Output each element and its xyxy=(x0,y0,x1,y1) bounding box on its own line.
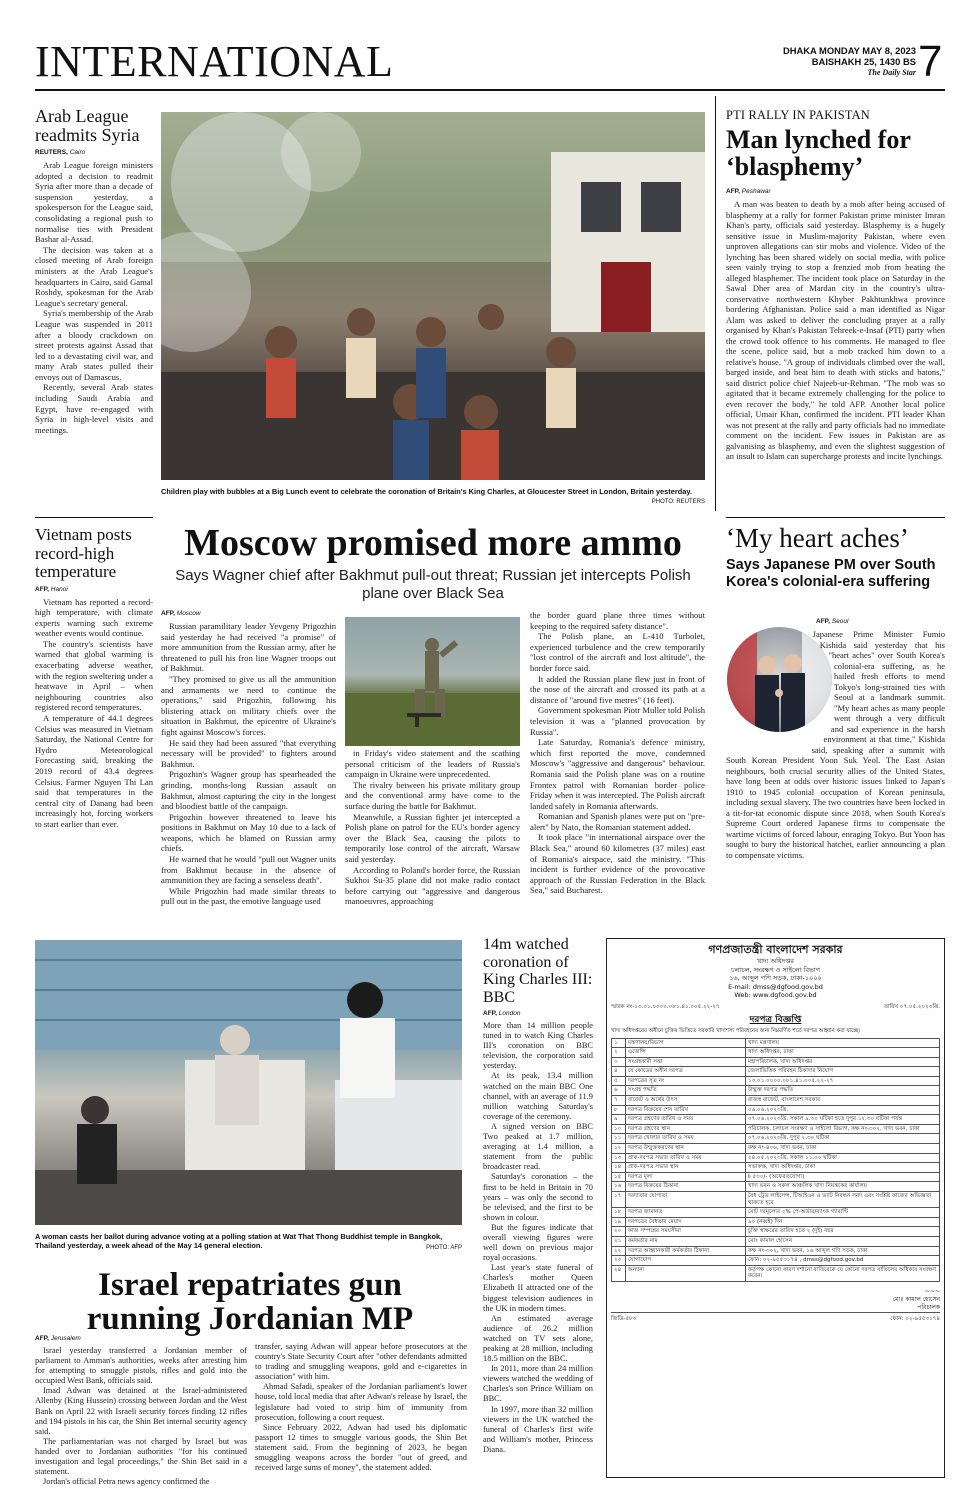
ad-row-value: কর্তৃপক্ষ কোনো কারণ দর্শানো ব্যতিরেকে যে কোনো দরপত্র বাতিলের অধিকার সংরক্ষণ করেন। xyxy=(746,1265,940,1281)
ad-email[interactable]: E-mail: dmss@dgfood.gov.bd xyxy=(728,982,823,991)
heart-byline: AFP, Seoul xyxy=(816,618,849,625)
ad-table-row xyxy=(612,1048,940,1058)
ad-table-row xyxy=(612,1144,940,1154)
israel-body-1: Israel yesterday transferred a Jordanian member of parliament to Amman's authorities, weeks after arresting him for attempting to smuggle pistols, rifles and gold into the occupied West Bank, officials said. Imad Adwan was detained at the Israel-administered Allenby (King Hussein) crossing between Jordan and the West Bank on April 22 with Israeli security forces finding 12 rifles and 194 pistols in his car, the Shin Bet internal security agency said. The parliamentarian was not charged by Israel but was handed over to Jordanian authorities "for his continued investigation and legal proceedings," the Shin Bet said in a statement. Jordan's official Petra news agency confirmed the xyxy=(35,1346,247,1487)
ad-row-label: দরপত্র গ্রহণের স্থান xyxy=(626,1124,746,1134)
ad-row-number: ৩ xyxy=(612,1057,626,1067)
ad-table-row xyxy=(612,1172,940,1182)
ad-row-number: ১৫ xyxy=(612,1172,626,1182)
ad-row-label: এজেন্সি xyxy=(626,1048,746,1058)
ad-table-row xyxy=(612,1067,940,1077)
ad-row-number: ৫ xyxy=(612,1076,626,1086)
ad-table-row xyxy=(612,1246,940,1256)
israel-headline: Israel repatriates gun running Jordanian MP xyxy=(86,1267,414,1337)
section-title: INTERNATIONAL xyxy=(35,37,394,86)
arab-headline: Arab League readmits Syria xyxy=(35,106,140,145)
polling-photo xyxy=(35,940,462,1225)
moscow-subhead: Says Wagner chief after Bakhmut pull-out threat; Russian jet intercepts Polish plane over Black Sea xyxy=(175,567,691,602)
ad-row-label: প্রাক-দরপত্র সভার স্থান xyxy=(626,1163,746,1173)
moscow-col2 xyxy=(345,748,520,907)
ad-row-number: ১৮ xyxy=(612,1208,626,1218)
ad-date: তারিখ ০৭.০৫.২০২৩খ্রি. xyxy=(883,1003,940,1010)
ad-row-value: খাদ্য অধিদপ্তর, ঢাকা xyxy=(746,1048,940,1058)
ad-row-number: ৪ xyxy=(612,1067,626,1077)
heart-body: Japanese Prime Minister Fumio Kishida said yesterday that his "heart aches" over South Korea's colonial-era suffering, as he hailed fresh efforts to mend Tokyo's long-strained ties with Seoul at a landmark summit. "My heart aches as many people went through a very difficult and sad experience in the harsh environment at that time," Kishida said, speaking after a summit with South Korean President Yoon Suk Yeol. The East Asian neighbours, both crucial security allies of the United States, have long been at odds over historic issues linked to Japan's 1910 to 1945 colonial occupation of Korean peninsula, including sexual slavery. The two countries have been locked in a tit-for-tat economic dispute since 2018, when South Korea's Supreme Court ordered Japanese firms to compensate the wartime victims of forced labour, enraging Tokyo. But Yoon has sought to bury the historical hatchet, earlier announcing a plan to compensate victims. xyxy=(726,629,945,860)
ad-row-number: ১৯ xyxy=(612,1217,626,1227)
ad-row-label: মন্ত্রণালয়/বিভাগ xyxy=(626,1038,746,1048)
ad-table-row xyxy=(612,1192,940,1208)
ad-table xyxy=(611,1038,940,1282)
heart-article xyxy=(726,522,945,591)
header-rule xyxy=(35,89,945,91)
bbc-byline: AFP, London xyxy=(483,1010,521,1017)
ad-row-value: ফোন: ০২-৯৫৫৩১৭৪ , dmss@dgfood.gov.bd xyxy=(746,1256,940,1266)
ad-table-row xyxy=(612,1182,940,1192)
bbc-body: More than 14 million people tuned in to watch King Charles III's coronation on BBC television, the corporation said yesterday. At its peak, 13.4 million watched on the main BBC One channel, with an average of 11.9 million watching Saturday's coverage of the ceremony. A signed version on BBC Two peaked at 1.7 million, averaging at 1.4 million, a statement from the public broadcaster read. Saturday's coronation – the first to be held in Britain in 70 years – was only the second to be televised, and the first to be shown in colour. But the figures indicate that overall viewing figures were well down on previous major royal occasions. Last year's state funeral of Charles's mother Queen Elizabeth II attracted one of the biggest television audiences in the UK in modern times. An estimated average audience of 26.2 million watched on TV sets alone, peaking at 28 million, including 18.5 million on the BBC. In 2011, more than 24 million viewers watched the wedding of Charles's son Prince William on BBC. In 1997, more than 32 million viewers in the UK watched the funeral of Charles's first wife and William's mother, Princess Diana. xyxy=(483,1021,593,1454)
dateline-bn: BAISHAKH 25, 1430 BS xyxy=(811,56,916,67)
ad-row-value: কক্ষ নং-৪০৬, খাদ্য ভবন, ঢাকা xyxy=(746,1144,940,1154)
ad-row-value: ০৭.০৬.২০২৩খ্রি. সকাল ৯.৩০ ঘটিকা হতে দুপুর ১২.৩০ ঘটিকা পর্যন্ত xyxy=(746,1115,940,1125)
ad-row-number: ১১ xyxy=(612,1134,626,1144)
ad-table-row xyxy=(612,1153,940,1163)
moscow-body-2: in Friday's video statement and the scathing personal criticism of the leaders of Russia's campaign in Ukraine were unprecedented. The rivalry between his private military group and the conventional army have come to the surface during the battle for Bakhmut. Meanwhile, a Russian fighter jet intercepted a Polish plane on patrol for the EU's border agency over the Black Sea, causing the pilots to temporarily lose control of the aircraft, Warsaw said yesterday. According to Poland's border force, the Russian Sukhoi Su-35 plane did not make radio contact before carrying out "aggressive and dangerous manoeuvres, approaching xyxy=(345,748,520,907)
ad-address: ১৬, আব্দুল গণি সড়ক, ঢাকা-১০০০ xyxy=(729,974,822,982)
ad-row-value: ০৬.০৬.২০২৩খ্রি. xyxy=(746,1105,940,1115)
ad-table-row xyxy=(612,1038,940,1048)
ad-signer: মোঃ কামাল হোসেন xyxy=(892,1295,940,1303)
vietnam-headline: Vietnam posts record-high temperature xyxy=(35,525,132,581)
ad-table-row xyxy=(612,1115,940,1125)
ad-row-value: বৈধ ট্রেড লাইসেন্স, টিআইএন ও ভ্যাট নিবন্ধন সনদ এবং সংশ্লিষ্ট কাজের অভিজ্ঞতা থাকতে হবে xyxy=(746,1192,940,1208)
ad-row-label: অন্যান্য xyxy=(626,1265,746,1281)
ad-row-label: দরপত্র বিক্রয়ের ঠিকানা xyxy=(626,1182,746,1192)
heart-subhead: Says Japanese PM over South Korea's colonial-era suffering xyxy=(726,557,936,590)
israel-byline: AFP, Jerusalem xyxy=(35,1335,81,1342)
ad-table-row xyxy=(612,1256,940,1266)
ad-row-number: ২৪ xyxy=(612,1265,626,1281)
ad-row-label: যে কোডের অধীন দরপত্র xyxy=(626,1067,746,1077)
ad-table-row xyxy=(612,1057,940,1067)
israel-col1 xyxy=(35,1335,247,1487)
ad-row-value: ৳ ৫০০/- (অফেরতযোগ্য) xyxy=(746,1172,940,1182)
pti-body: A man was beaten to death by a mob after being accused of blasphemy at a rally for former Pakistan prime minister Imran Khan's party, officials said yesterday. Blasphemy is a hugely sensitive issue in Muslim-majority Pakistan, where even unproven allegations can stir mobs and violence. Video of the lynching has been shared widely on social media, with police seen vainly trying to stop a frenzied mob from beating the alleged blasphemer. The incident took place on Saturday in the Sawal Dher area of Mardan city in the country's ultra-conservative northwestern Khyber Pakhtunkhwa province bordering Afghanistan. Police said a man identified as Nigar Alam was asked to deliver the concluding prayer at a rally organised by Khan's Pakistan Tehreek-e-Insaf (PTI) party when the crowd took offence to his comments. He managed to flee the scene, police said, but a mob tracked him down to a relative's house. "A group of individuals climbed over the wall, barged inside, and beat him to death with sticks and batons," said district police chief Najeeb-ur-Rehman. "The mob was so agitated that it became extremely challenging for the police to even recover the body," he told AFP. Another local police official, Umair Khan, confirmed the incident. PTI leader Khan was not present at the rally and party officials had no immediate comment on the incident. Few issues in Pakistan are as galvanising as blasphemy, and even the slightest suggestion of an insult to Islam can supercharge protests and incite lynchings. xyxy=(726,199,945,461)
ad-table-row xyxy=(612,1236,940,1246)
ad-row-label: দরপত্র জামানত xyxy=(626,1208,746,1218)
ad-row-number: ৬ xyxy=(612,1086,626,1096)
ad-signer-title: পরিচালক xyxy=(917,1303,940,1311)
israel-col2 xyxy=(255,1342,467,1473)
ad-govt: গণপ্রজাতন্ত্রী বাংলাদেশ সরকার xyxy=(708,943,843,956)
ad-row-value: চুক্তি স্বাক্ষরের তারিখ হতে ২ (দুই) বছর xyxy=(746,1227,940,1237)
ad-memo: স্মারক নং-১৩.০১.০০০০.০৮১.৪১.০০৫.২২-২৭ xyxy=(611,1003,720,1010)
pti-article xyxy=(726,108,945,462)
ad-row-label: দরপত্র বিক্রয়ের শেষ তারিখ xyxy=(626,1105,746,1115)
ad-dept: খাদ্য অধিদপ্তর xyxy=(757,957,794,965)
tender-notice xyxy=(606,938,945,1478)
bubbles-photo xyxy=(161,112,705,480)
bubbles-caption: Children play with bubbles at a Big Lunch event to celebrate the coronation of Britain's King Charles, at Gloucester Street in London, Britain yesterday. xyxy=(161,487,692,496)
ad-row-value: কক্ষ নং-৩০২, খাদ্য ভবন, ১৬ আব্দুল গণি সড়ক, ঢাকা xyxy=(746,1246,940,1256)
ad-table-row xyxy=(612,1163,940,1173)
moscow-headline: Moscow promised more ammo xyxy=(184,522,682,564)
moscow-body-3: the border guard plane three times without keeping to the required safety distance". The Polish plane, an L-410 Turbolet, experienced turbulence and the crew temporarily "lost control of the aircraft and lost altitude", the border force said. It added the Russian plane flew just in front of the nose of the aircraft and crossed its path at a distance of "around five metres" (16 feet). Government spokesman Piotr Muller told Polish television it was a "planned provocation by Russia". Late Saturday, Romania's defence ministry, which first reported the move, condemned Moscow's "aggressive and dangerous" behaviour. Romania said the Polish plane was on a routine Frontex patrol with Romanian border police Friday when it was intercepted. The Polish aircraft landed safely in Romania afterwards. Romanian and Spanish planes were put on "pre-alert" by Nato, the Romanian statement added. It took place "in international airspace over the Black Sea," around 60 kilometres (37 miles) east of Romania's airspace, said the ministry. "This incident is further evidence of the provocative approach of the Russian Federation in the Black Sea," said Bucharest. xyxy=(530,610,705,896)
ad-row-label: দরপত্র মূল্য xyxy=(626,1172,746,1182)
ad-table-row xyxy=(612,1217,940,1227)
bubbles-credit: PHOTO: REUTERS xyxy=(651,499,705,505)
ad-row-number: ২১ xyxy=(612,1236,626,1246)
polling-credit: PHOTO: AFP xyxy=(426,1245,462,1251)
ad-row-value: জেলাভিত্তিক পরিবহন ঠিকাদার নিয়োগ xyxy=(746,1067,940,1077)
paper-name: The Daily Star xyxy=(867,68,916,77)
ad-row-number: ১৪ xyxy=(612,1163,626,1173)
ad-row-number: ২ xyxy=(612,1048,626,1058)
ad-row-label: সংগ্রহকারী সত্তা xyxy=(626,1057,746,1067)
ad-table-row xyxy=(612,1105,940,1115)
ad-row-label: কর্মকর্তার নাম xyxy=(626,1236,746,1246)
arab-article xyxy=(35,107,153,435)
pti-byline: AFP, Peshawar xyxy=(726,188,771,195)
dateline-en: DHAKA MONDAY MAY 8, 2023 xyxy=(782,45,916,56)
arab-body: Arab League foreign ministers adopted a decision to readmit Syria after more than a decade of suspension yesterday, a spokesperson for the League said, consolidating a regional push to normalise ties with President Bashar al-Assad. The decision was taken at a closed meeting of Arab foreign ministers at the Arab League's headquarters in Cairo, said Gamal Roshdy, spokesman for the Arab League's secretary general. Syria's membership of the Arab League was suspended in 2011 after a bloody crackdown on street protests against Assad that led to a devastating civil war, and many Arab states pulled their envoys out of Damascus. Recently, several Arab states including Saudi Arabia and Egypt, have re-engaged with Syria in high-level visits and meetings. xyxy=(35,160,153,435)
ad-table-row xyxy=(612,1124,940,1134)
ad-row-label: প্রাক-দরপত্র সভার তারিখ ও সময় xyxy=(626,1153,746,1163)
ad-row-number: ১২ xyxy=(612,1144,626,1154)
moscow-col3 xyxy=(530,610,705,896)
ad-row-value: ১৩.০১.০০০০.০৮১.৪১.০০৫.২২-২৭ xyxy=(746,1076,940,1086)
ad-table-row xyxy=(612,1227,940,1237)
ad-row-number: ৯ xyxy=(612,1115,626,1125)
ad-row-label: দরদাতার যোগ্যতা xyxy=(626,1192,746,1208)
ad-table-row xyxy=(612,1265,940,1281)
soldier-photo xyxy=(345,617,520,746)
ad-row-number: ১৩ xyxy=(612,1153,626,1163)
ad-row-value: মোঃ কামাল হোসেন xyxy=(746,1236,940,1246)
moscow-body-1: Russian paramilitary leader Yevgeny Prigozhin said yesterday he had received "a promise" of more ammunition from the Russian army, after he threatened to pull his fron line Wagner troops out of Bakhmut. "They promised to give us all the ammunition and armaments we need to continue the operations," said Prigozhin, following his blistering attack on military chiefs over the situation in Bakhmut, the epicentre of Ukraine's fight against Moscow's forces. He said they had been assured "that everything necessary will be provided" to fighters around Bakhmut. Prigozhin's Wagner group has spearheaded the grinding, months-long Russian assault on Bakhmut, almost capturing the city in the longest and bloodiest battle of the campaign. Prigozhin however threatened to leave his positions in Bakhmut on May 10 due to a lack of weapons, which he blamed on Russian army chiefs. He warned that he would "pull out Wagner units from Bakhmut because in the absence of ammunition they are facing a senseless death". While Prigozhin had made similar threats to pull out in the past, the emotive language used xyxy=(161,621,336,907)
ad-table-row xyxy=(612,1076,940,1086)
ad-web[interactable]: Web: www.dgfood.gov.bd xyxy=(734,991,817,999)
issue-date xyxy=(758,45,916,78)
ad-table-row xyxy=(612,1096,940,1106)
ad-row-value: খাদ্য ভবন ও সকল আঞ্চলিক খাদ্য নিয়ন্ত্রকের কার্যালয় xyxy=(746,1182,940,1192)
ad-row-label: দরপত্র গ্রহণের তারিখ ও সময় xyxy=(626,1115,746,1125)
arab-byline: REUTERS, Cairo xyxy=(35,149,86,156)
heart-top-rule xyxy=(726,517,945,518)
vietnam-article xyxy=(35,526,153,830)
ad-row-value: ২৪.০৫.২০২৩খ্রি. সকাল ১১.০০ ঘটিকা xyxy=(746,1153,940,1163)
pti-headline: Man lynched for ‘blasphemy’ xyxy=(726,125,911,181)
ad-row-number: ১ xyxy=(612,1038,626,1048)
ad-row-label: দরপত্র উন্মুক্তকরণের স্থান xyxy=(626,1144,746,1154)
ad-row-value: ০৭.০৬.২০২৩খ্রি. দুপুর ২.৩০ ঘটিকা xyxy=(746,1134,940,1144)
pti-kicker: PTI RALLY IN PAKISTAN xyxy=(726,108,870,122)
ad-row-value: মহাপরিচালক, খাদ্য অধিদপ্তর xyxy=(746,1057,940,1067)
ad-row-number: ২০ xyxy=(612,1227,626,1237)
page-number: 7 xyxy=(918,37,943,86)
ad-table-row xyxy=(612,1134,940,1144)
vietnam-byline: AFP, Hanoi xyxy=(35,585,68,593)
ad-row-value: ৯০ (নব্বই) দিন xyxy=(746,1217,940,1227)
ad-phone: ফোন: ০২-৯৫৫৩১৭৪ xyxy=(890,1315,940,1322)
ad-row-number: ২৩ xyxy=(612,1256,626,1266)
ad-row-number: ১৬ xyxy=(612,1182,626,1192)
ad-row-label: যোগাযোগ xyxy=(626,1256,746,1266)
ad-row-label: দরপত্র আহ্বানকারী কর্মকর্তার ঠিকানা xyxy=(626,1246,746,1256)
ad-row-value: খাদ্য মন্ত্রণালয় xyxy=(746,1038,940,1048)
moscow-col1 xyxy=(161,610,336,907)
ad-intro: খাদ্য অধিদপ্তরের অধীনে চুক্তির ভিত্তিতে সরকারি খাদ্যশস্য পরিবহনের জন্য নিম্নবর্ণিত শর্তে দরপত্র আহ্বান করা যাচ্ছে। xyxy=(611,1027,861,1034)
israel-body-2: transfer, saying Adwan will appear before prosecutors at the country's State Security Court after "other defendants admitted to trading and smuggling weapons, gold and e-cigarettes in association" with him. Ahmad Safadi, speaker of the Jordanian parliament's lower house, told local media that after Adwan's release by Israel, the legislature had voted to strip him of immunity from prosecution, following a court request. Since February 2022, Adwan had used his diplomatic passport 12 times to smuggle various goods, the Shin Bet statement said. From the beginning of 2023, he began smuggling weapons across the border "out of greed, and received large sums of money", the statement added. xyxy=(255,1342,467,1473)
vietnam-top-rule xyxy=(35,517,153,518)
ad-row-label: কাজ সম্পন্নের সময়সীমা xyxy=(626,1227,746,1237)
ad-row-value: উন্মুক্ত দরপত্র পদ্ধতি xyxy=(746,1086,940,1096)
ad-office: চলাচল, সংরক্ষণ ও সাইলো বিভাগ xyxy=(731,965,820,974)
ad-table-row xyxy=(612,1086,940,1096)
ad-notice-title: দরপত্র বিজ্ঞপ্তি xyxy=(749,1014,802,1025)
ad-row-label: বাজেট ও অর্থের উৎস xyxy=(626,1096,746,1106)
ad-row-number: ৭ xyxy=(612,1096,626,1106)
signature-mark: ~~~ xyxy=(924,1287,940,1295)
bbc-headline: 14m watched coronation of King Charles III: BBC xyxy=(483,936,593,1006)
ad-row-label: দরপত্রের সূত্র নং xyxy=(626,1076,746,1086)
ad-row-value: মোট দরমূল্যের ২% পে-অর্ডার/ব্যাংক গ্যারান্টি xyxy=(746,1208,940,1218)
ad-row-label: দরপত্র খোলার তারিখ ও সময় xyxy=(626,1134,746,1144)
ad-row-value: সভাকক্ষ, খাদ্য অধিদপ্তর, ঢাকা xyxy=(746,1163,940,1173)
ad-row-number: ৮ xyxy=(612,1105,626,1115)
heart-headline: ‘My heart aches’ xyxy=(726,523,909,553)
ad-table-row xyxy=(612,1208,940,1218)
vietnam-body: Vietnam has reported a record-high temperature, with climate experts warning such extreme weather events would continue. The country's scientists have warned that global warming is exacerbating adverse weather, with the region sweltering under a heatwave in April – when neighbouring countries also registered record temperatures. A temperature of 44.1 degrees Celsius was measured in Vietnam Saturday, the National Centre for Hydro Meteorological Forecasting said, breaking the 2019 record of 43.4 degrees Celsius. Farmer Nguyen Thi Lan said that temperatures in the central city of Danang had been increasingly hot, forcing workers to start earlier than ever. xyxy=(35,596,153,829)
ad-row-value: পরিচালক, চলাচল সংরক্ষণ ও সাইলো বিভাগ, কক্ষ নং-৩০২, খাদ্য ভবন, ঢাকা xyxy=(746,1124,940,1134)
ad-row-number: ১৭ xyxy=(612,1192,626,1208)
moscow-byline: AFP, Moscow xyxy=(161,610,201,617)
ad-row-value: রাজস্ব বাজেট, বাংলাদেশ সরকার xyxy=(746,1096,940,1106)
ad-gd: জিডি-৫৮৩ xyxy=(611,1315,637,1322)
ad-row-label: দরপত্রের বৈধতার মেয়াদ xyxy=(626,1217,746,1227)
ad-row-number: ২২ xyxy=(612,1246,626,1256)
ad-row-number: ১০ xyxy=(612,1124,626,1134)
ad-row-label: সংগ্রহ পদ্ধতি xyxy=(626,1086,746,1096)
right-col-rule xyxy=(715,96,716,511)
bbc-article xyxy=(483,936,593,1455)
polling-caption: A woman casts her ballot during advance voting at a polling station at Wat That Thong Buddhist temple in Bangkok, Thailand yesterday, a week ahead of the May 14 general election. xyxy=(35,1232,443,1250)
